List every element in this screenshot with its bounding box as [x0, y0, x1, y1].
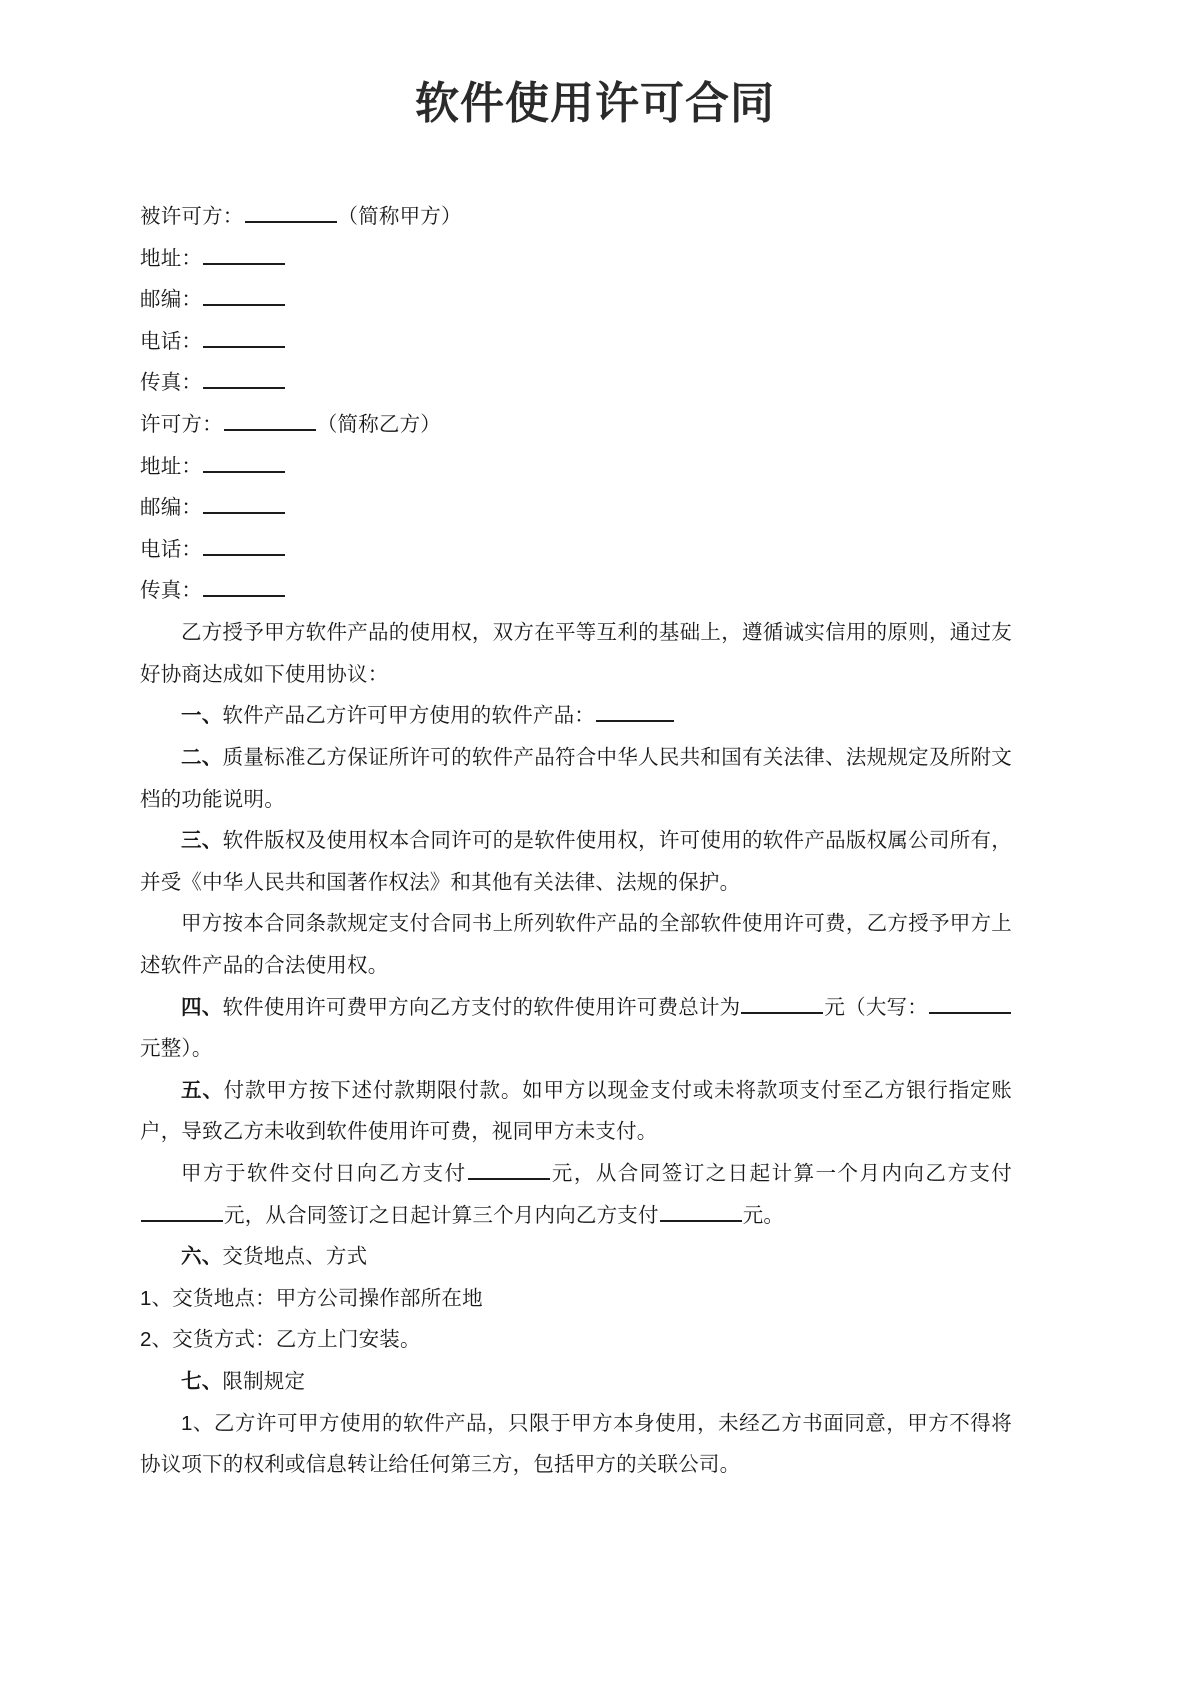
fill-blank-payment-3[interactable] — [660, 1200, 742, 1221]
field-label: 被许可方： — [140, 205, 244, 228]
field-label: 许可方： — [140, 413, 223, 437]
fill-blank[interactable] — [203, 368, 285, 389]
clause-number: 二、 — [181, 745, 223, 769]
clause-5 — [140, 1070, 1012, 1153]
preamble-paragraph: 乙方授予甲方软件产品的使用权，双方在平等互利的基础上，遵循诚实信用的原则，通过友好协商达成如下使用协议： — [140, 621, 1012, 686]
clause-7-item-1: 1、乙方许可甲方使用的软件产品，只限于甲方本身使用，未经乙方书面同意，甲方不得将协议项下的权利或信息转让给任何第三方，包括甲方的关联公司。 — [140, 1411, 1012, 1477]
fill-blank[interactable] — [203, 576, 285, 597]
fill-blank[interactable] — [224, 410, 316, 431]
party-field-licensee-address — [140, 238, 1012, 280]
party-field-licensor-address — [140, 446, 1012, 488]
clause-text-c: 元整）。 — [140, 1037, 213, 1061]
clause-3 — [140, 820, 1012, 903]
party-field-licensor-fax — [140, 570, 1012, 612]
fill-blank[interactable] — [203, 285, 285, 306]
party-field-licensor-postcode — [140, 487, 1012, 529]
field-label: 电话： — [140, 537, 203, 561]
clause-6-item-2: 2、交货方式：乙方上门安装。 — [140, 1328, 421, 1352]
fill-blank[interactable] — [203, 493, 285, 514]
fill-blank[interactable] — [203, 326, 285, 347]
field-suffix: （简称乙方） — [316, 413, 442, 437]
fill-blank[interactable] — [596, 701, 674, 722]
clause-text: 质量标准乙方保证所许可的软件产品符合中华人民共和国有关法律、法规规定及所附文档的功能说明。 — [140, 745, 1012, 811]
field-suffix: （简称甲方） — [337, 205, 462, 228]
schedule-text-a: 甲方于软件交付日向乙方支付 — [181, 1162, 467, 1186]
fill-blank[interactable] — [245, 202, 337, 223]
clause-6-item-1: 1、交货地点：甲方公司操作部所在地 — [140, 1286, 483, 1310]
schedule-text-b: 元，从合同签订之日起计算一个月内向乙方支付 — [550, 1162, 1012, 1186]
field-label: 地址： — [140, 246, 203, 270]
clause-number: 五、 — [181, 1078, 224, 1102]
clause-5-payment-schedule — [140, 1153, 1012, 1236]
clause-text: 软件版权及使用权本合同许可的是软件使用权，许可使用的软件产品版权属公司所有，并受《中华人民共和国著作权法》和其他有关法律、法规的保护。 — [140, 829, 1012, 894]
clause-text: 交货地点、方式 — [222, 1245, 368, 1269]
fill-blank-amount-figures[interactable] — [741, 992, 823, 1013]
party-field-licensee-name — [140, 196, 1012, 238]
fill-blank[interactable] — [203, 243, 285, 264]
field-label: 传真： — [140, 371, 203, 395]
clause-text: 限制规定 — [222, 1370, 306, 1394]
field-label: 邮编： — [140, 496, 203, 520]
clause-number: 六、 — [181, 1245, 223, 1269]
fill-blank[interactable] — [203, 534, 285, 555]
fill-blank[interactable] — [203, 451, 285, 472]
clause-number: 四、 — [181, 995, 223, 1019]
clause-number: 三、 — [181, 829, 223, 853]
clause-4 — [140, 987, 1012, 1070]
clause-number: 七、 — [181, 1370, 223, 1394]
document-body — [140, 196, 1012, 1486]
clause-1 — [140, 695, 1012, 737]
party-field-licensee-phone — [140, 321, 1012, 363]
clause-text-b: 元（大写： — [824, 995, 928, 1019]
field-label: 邮编： — [140, 288, 203, 312]
field-label: 传真： — [140, 579, 203, 603]
fill-blank-amount-words[interactable] — [929, 992, 1011, 1013]
clause-text-a: 软件使用许可费甲方向乙方支付的软件使用许可费总计为 — [222, 995, 741, 1019]
clause-text: 付款甲方按下述付款期限付款。如甲方以现金支付或未将款项支付至乙方银行指定账户，导致乙方未收到软件使用许可费，视同甲方未支付。 — [140, 1078, 1012, 1144]
party-field-licensee-postcode — [140, 279, 1012, 321]
party-field-licensee-fax — [140, 362, 1012, 404]
field-label: 电话： — [140, 329, 203, 353]
schedule-text-d: 元。 — [742, 1203, 785, 1227]
schedule-text-c: 元，从合同签订之日起计算三个月内向乙方支付 — [224, 1203, 659, 1227]
clause-number: 一、 — [181, 704, 223, 728]
clause-7 — [140, 1361, 1012, 1403]
clause-2 — [140, 737, 1012, 820]
clause-6 — [140, 1236, 1012, 1278]
clause-3-followup: 甲方按本合同条款规定支付合同书上所列软件产品的全部软件使用许可费，乙方授予甲方上述软件产品的合法使用权。 — [140, 912, 1012, 977]
fill-blank-payment-1[interactable] — [468, 1159, 550, 1180]
field-label: 地址： — [140, 454, 203, 478]
party-field-licensor-phone — [140, 529, 1012, 571]
fill-blank-payment-2[interactable] — [141, 1200, 223, 1221]
page-title: 软件使用许可合同 — [415, 79, 775, 128]
party-field-licensor-name — [140, 404, 1012, 446]
clause-text: 软件产品乙方许可甲方使用的软件产品： — [222, 704, 596, 728]
